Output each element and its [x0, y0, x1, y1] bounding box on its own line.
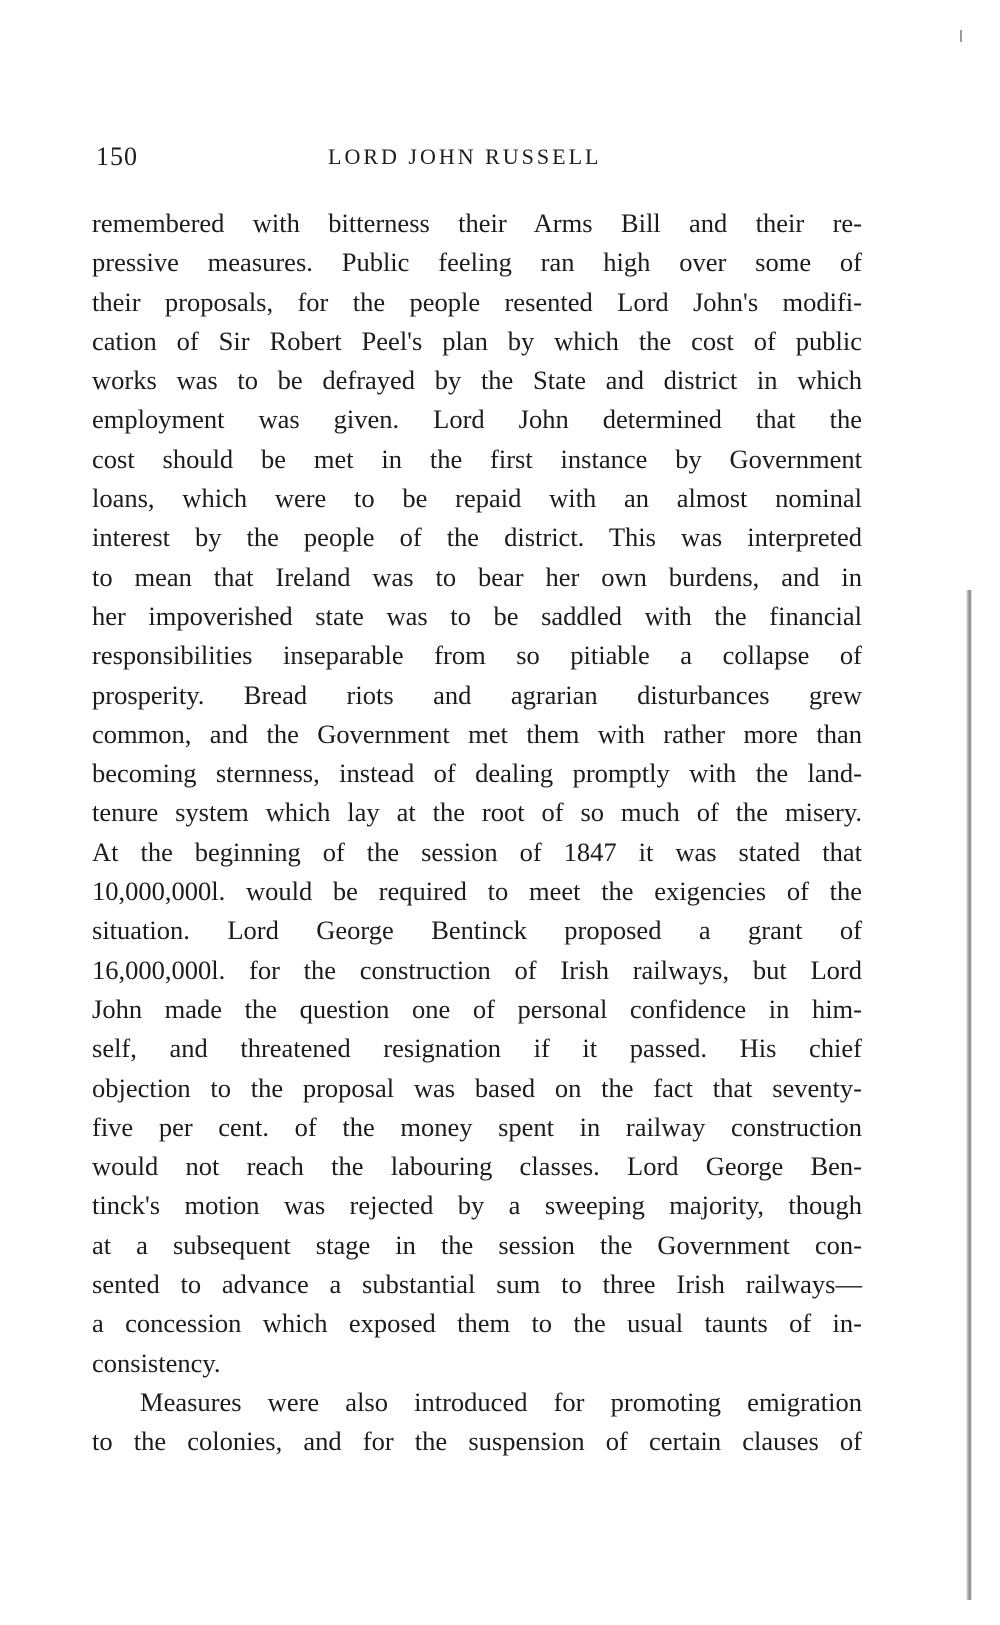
text-line: five per cent. of the money spent in railway construction — [92, 1111, 862, 1142]
text-line: consistency. — [92, 1347, 221, 1378]
text-line: tinck's motion was rejected by a sweeping majority, though — [92, 1190, 862, 1221]
text-line: employment was given. Lord John determined that the — [92, 404, 862, 435]
text-line: tenure system which lay at the root of so much of the misery. — [92, 797, 862, 828]
page-edge-mark — [960, 30, 962, 42]
text-line: remembered with bitterness their Arms Bill and their re- — [92, 208, 862, 238]
text-line: common, and the Government met them with rather more than — [92, 718, 862, 749]
running-title: LORD JOHN RUSSELL — [328, 144, 602, 169]
text-line: sented to advance a substantial sum to three Irish railways— — [92, 1269, 862, 1300]
text-line: loans, which were to be repaid with an almost nominal — [92, 483, 862, 514]
text-line: prosperity. Bread riots and agrarian disturbances grew — [92, 679, 862, 710]
text-line: 10,000,000l. would be required to meet the exigencies of the — [92, 876, 862, 907]
page-edge-shadow — [966, 590, 972, 1600]
text-line: cost should be met in the first instance by Government — [92, 443, 862, 474]
text-line: responsibilities inseparable from so pitiable a collapse of — [92, 640, 862, 671]
text-line: interest by the people of the district. This was interpreted — [92, 522, 862, 553]
body-text — [92, 204, 862, 1462]
text-line: works was to be defrayed by the State and district in which — [92, 365, 862, 396]
text-line: at a subsequent stage in the session the Government con- — [92, 1229, 862, 1260]
text-line: At the beginning of the session of 1847 it was stated that — [92, 836, 862, 867]
text-line: their proposals, for the people resented Lord John's modifi- — [92, 286, 862, 317]
text-line: John made the question one of personal confidence in him- — [92, 993, 862, 1024]
text-line: to mean that Ireland was to bear her own burdens, and in — [92, 561, 862, 592]
text-line: self, and threatened resignation if it passed. His chief — [92, 1033, 862, 1064]
text-line: objection to the proposal was based on the fact that seventy- — [92, 1072, 862, 1103]
text-line: her impoverished state was to be saddled with the financial — [92, 600, 862, 631]
text-line: cation of Sir Robert Peel's plan by which the cost of public — [92, 325, 862, 356]
text-line: becoming sternness, instead of dealing promptly with the land- — [92, 758, 862, 789]
text-line: a concession which exposed them to the usual taunts of in- — [92, 1308, 862, 1339]
paragraph-2 — [92, 1383, 862, 1462]
page-number: 150 — [96, 142, 138, 171]
text-line: pressive measures. Public feeling ran high over some of — [92, 247, 862, 278]
page-header — [96, 142, 866, 182]
text-line: would not reach the labouring classes. Lord George Ben- — [92, 1151, 862, 1182]
paragraph-1 — [92, 204, 862, 1383]
text-line: 16,000,000l. for the construction of Irish railways, but Lord — [92, 954, 862, 985]
text-line: situation. Lord George Bentinck proposed a grant of — [92, 915, 862, 946]
text-line: Measures were also introduced for promoting emigration — [140, 1386, 862, 1417]
text-line: to the colonies, and for the suspension of certain clauses of — [92, 1426, 862, 1457]
